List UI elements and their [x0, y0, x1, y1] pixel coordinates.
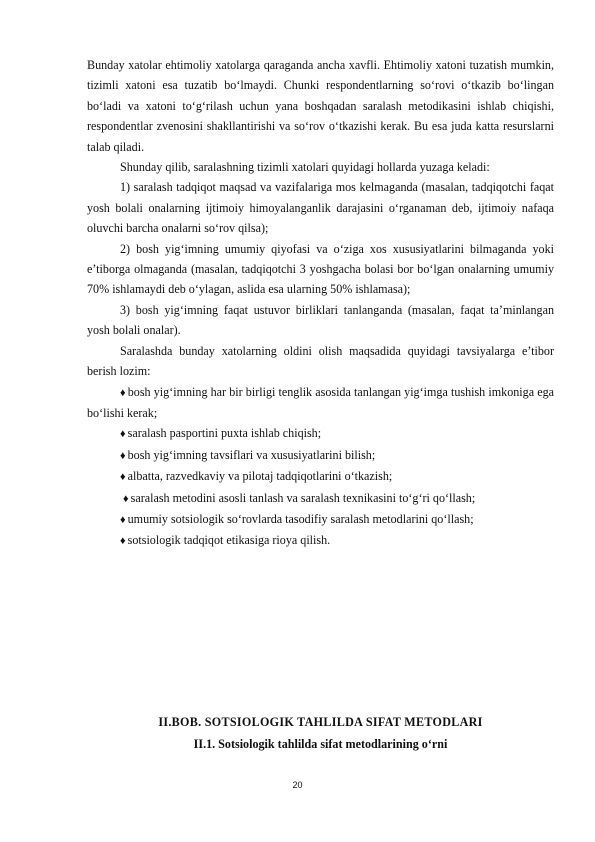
bullet-item [87, 530, 554, 551]
bullet-text: umumiy sotsiologik so‘rovlarda tasodifiy saralash metodlarini qo‘llash; [127, 511, 474, 526]
diamond-bullet-icon: ♦ [120, 428, 126, 441]
paragraph: Saralashda bunday xatolarning oldini olish maqsadida quyidagi tavsiyalarga e’tibor berish lozim: [87, 343, 554, 379]
bullet-item [87, 509, 554, 530]
bullet-text: sotsiologik tadqiqot etikasiga rioya qilish. [127, 533, 331, 548]
page-number: 20 [292, 780, 303, 790]
diamond-bullet-icon: ♦ [120, 386, 126, 399]
diamond-bullet-icon: ♦ [120, 513, 126, 526]
paragraph: Shunday qilib, saralashning tizimli xatolari quyidagi hollarda yuzaga keladi: [120, 160, 490, 175]
section-heading: II.1. Sotsiologik tahlilda sifat metodlarining o‘rni [193, 737, 448, 751]
list-item-2: 2) bosh yig‘imning umumiy qiyofasi va o‘ziga xos xususiyatlarini bilmaganda yoki e’tiborga olmaganda (masalan, tadqiqotchi 3 yoshgacha bolasi bor bo‘lgan onalarning umumiy 70% ishlamaydi deb o‘ylagan, aslida esa ularning 50% ishlamasa); [87, 241, 554, 297]
bullet-item [87, 466, 554, 487]
list-item-1: 1) saralash tadqiqot maqsad va vazifalariga mos kelmaganda (masalan, tadqiqotchi faqat yosh bolali onalarning ijtimoiy himoyalanganlik darajasini o‘rganaman deb, ijtimoiy nafaqa oluvchi barcha onalarni so‘rov qilsa); [87, 180, 554, 236]
chapter-heading: II.BOB. SOTSIOLOGIK TAHLILDA SIFAT METODLARI [158, 715, 483, 729]
list-item-3: 3) bosh yig‘imning faqat ustuvor birliklari tanlanganda (masalan, faqat ta’minlangan yosh bolali onalar). [87, 302, 554, 338]
bullet-item [87, 423, 554, 444]
bullet-item [87, 488, 554, 509]
bullet-item [87, 382, 554, 424]
diamond-bullet-icon: ♦ [120, 471, 126, 484]
bullet-text: saralash metodini asosli tanlash va saralash texnikasini to‘g‘ri qo‘llash; [130, 490, 476, 505]
diamond-bullet-icon: ♦ [123, 492, 129, 505]
bullet-text: albatta, razvedkaviy va pilotaj tadqiqotlarini o‘tkazish; [127, 469, 393, 484]
bullet-text: bosh yig‘imning har bir birligi tenglik asosida tanlangan yig‘imga tushish imkoniga ega bo‘lishi kerak; [87, 384, 554, 420]
diamond-bullet-icon: ♦ [120, 535, 126, 548]
diamond-bullet-icon: ♦ [120, 449, 126, 462]
paragraph: Bunday xatolar ehtimoliy xatolarga qaraganda ancha xavfli. Ehtimoliy xatoni tuzatish mumkin, tizimli xatoni esa tuzatib bo‘lmaydi. Chunki respondentlarning so‘rovi o‘tkazib bo‘lingan bo‘ladi va xatoni to‘g‘rilash uchun yana boshqadan saralash metodikasini ishlab chiqishi, respondentlar zvenosini shakllantirishi va so‘rov o‘tkazishi kerak. Bu esa juda katta resurslarni talab qiladi. [87, 58, 554, 154]
body-text [87, 55, 554, 552]
bullet-text: bosh yig‘imning tavsiflari va xususiyatlarini bilish; [127, 447, 376, 462]
bullet-text: saralash pasportini puxta ishlab chiqish; [127, 426, 322, 441]
bullet-item [87, 445, 554, 466]
